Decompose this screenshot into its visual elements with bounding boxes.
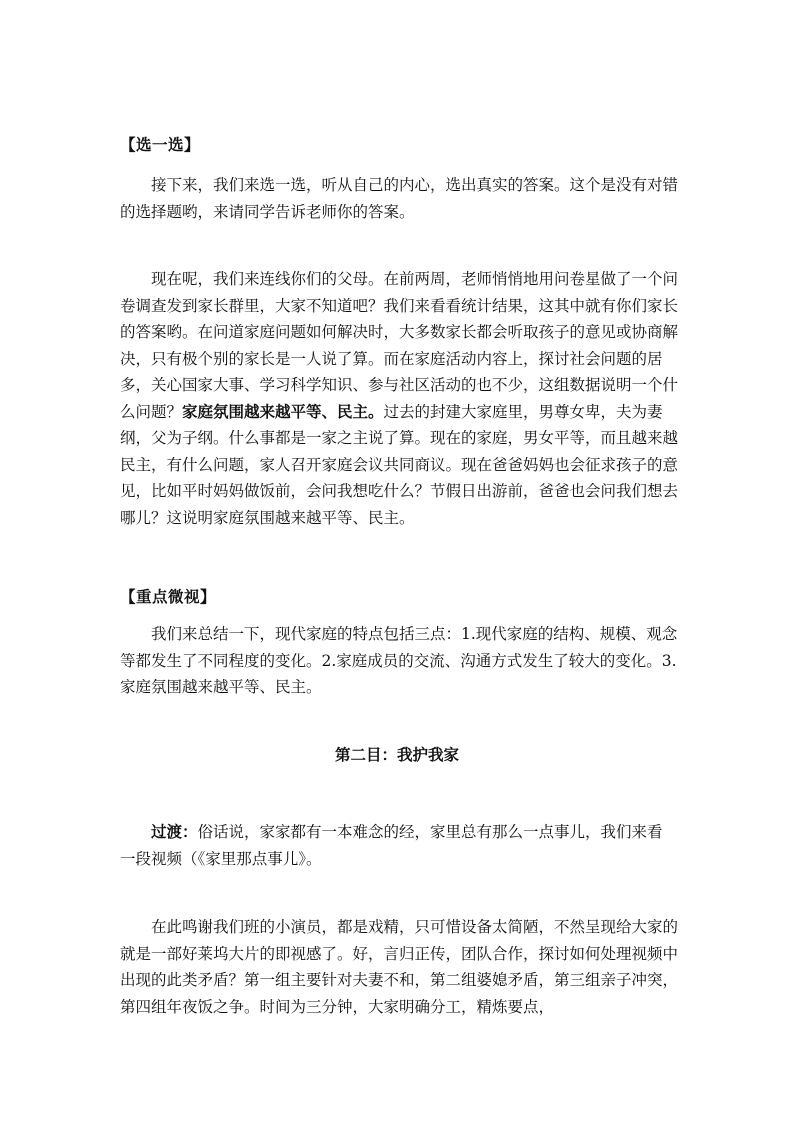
section-title-select: 【选一选】	[120, 135, 201, 154]
paragraph-transition	[120, 819, 678, 872]
paragraph-select: 接下来，我们来选一选，听从自己的内心，选出真实的答案。这个是没有对错的选择题哟，来请同学告诉老师你的答案。	[120, 176, 679, 221]
paragraph-focus: 我们来总结一下，现代家庭的特点包括三点：1.现代家庭的结构、规模、观念等都发生了不同程度的变化。2.家庭成员的交流、沟通方式发生了较大的变化。3.家庭氛围越来越平等、民主。	[120, 625, 678, 696]
section-title-focus: 【重点微视】	[120, 587, 217, 606]
part-two-title: 第二目：我护我家	[334, 745, 459, 764]
transition-label: 过渡：	[151, 822, 198, 841]
paragraph-connect-parents	[120, 266, 678, 531]
transition-text: 俗话说，家家都有一本难念的经，家里总有那么一点事儿，我们来看一段视频（《家里那点事儿》。	[120, 823, 663, 868]
paragraph-group-work: 在此鸣谢我们班的小演员，都是戏精，只可惜设备太简陋，不然呈现给大家的就是一部好莱坞大片的即视感了。好，言归正传，团队合作，探讨如何处理视频中出现的此类矛盾？第一组主要针对夫妻不和，第二组婆媳矛盾，第三组亲子冲突，第四组年夜饭之争。时间为三分钟，大家明确分工，精炼要点，	[120, 918, 679, 1016]
paragraph-connect-bold: 家庭氛围越来越平等、民主。	[182, 401, 384, 421]
paragraph-connect-text-2: 过去的封建大家庭里，男尊女卑，夫为妻纲，父为子纲。什么事都是一家之主说了算。现在的家庭，男女平等，而且越来越民主，有什么问题，家人召开家庭会议共同商议。现在爸爸妈妈也会征求孩子的意见，比如平时妈妈做饭前，会问我想吃什么？节假日出游前，爸爸也会问我们想去哪儿？这说明家庭氛围越来越平等、民主。	[120, 402, 679, 527]
paragraph-connect-text-1: 现在呢，我们来连线你们的父母。在前两周，老师悄悄地用问卷星做了一个问卷调查发到家长群里，大家不知道吧？我们来看看统计结果，这其中就有你们家长的答案哟。在问道家庭问题如何解决时，大多数家长都会听取孩子的意见或协商解决，只有极个别的家长是一人说了算。而在家庭活动内容上，探讨社会问题的居多，关心国家大事、学习科学知识、参与社区活动的也不少，这组数据说明一个什么问题？	[120, 270, 679, 421]
